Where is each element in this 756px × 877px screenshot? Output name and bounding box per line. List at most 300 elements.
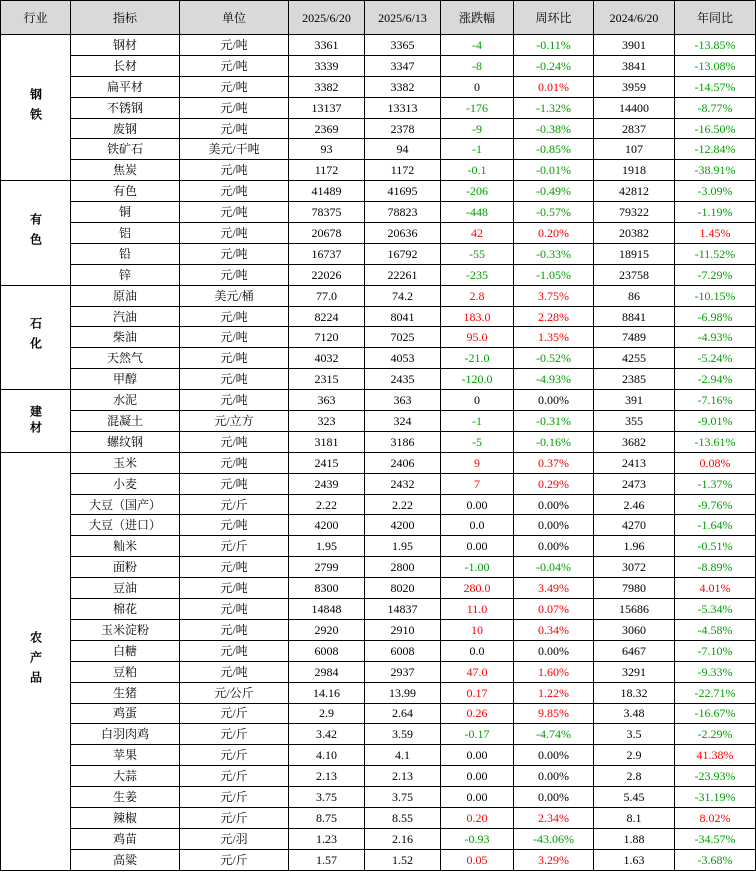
indicator-cell: 籼米	[71, 536, 180, 557]
week-over-week-cell: 0.07%	[514, 599, 594, 620]
change-cell: 0.00	[441, 536, 514, 557]
last-year-value-cell: 355	[594, 411, 675, 432]
previous-value-cell: 20636	[365, 223, 441, 244]
indicator-cell: 高粱	[71, 849, 180, 870]
last-year-value-cell: 20382	[594, 223, 675, 244]
change-cell: 42	[441, 223, 514, 244]
year-over-year-cell: -3.68%	[675, 849, 756, 870]
indicator-cell: 水泥	[71, 390, 180, 411]
previous-value-cell: 3347	[365, 55, 441, 76]
industry-label: 石化	[28, 317, 43, 358]
last-year-value-cell: 23758	[594, 264, 675, 285]
previous-value-cell: 6008	[365, 640, 441, 661]
week-over-week-cell: 2.34%	[514, 807, 594, 828]
week-over-week-cell: 0.29%	[514, 473, 594, 494]
week-over-week-cell: 2.28%	[514, 306, 594, 327]
last-year-value-cell: 2837	[594, 118, 675, 139]
table-row	[1, 348, 756, 369]
week-over-week-cell: -43.06%	[514, 828, 594, 849]
change-cell: -5	[441, 431, 514, 452]
indicator-cell: 玉米淀粉	[71, 619, 180, 640]
unit-cell: 元/吨	[180, 243, 289, 264]
indicator-cell: 混凝土	[71, 411, 180, 432]
indicator-cell: 甲醇	[71, 369, 180, 390]
change-cell: -9	[441, 118, 514, 139]
year-over-year-cell: -7.10%	[675, 640, 756, 661]
current-value-cell: 2920	[289, 619, 365, 640]
last-year-value-cell: 3060	[594, 619, 675, 640]
year-over-year-cell: -2.29%	[675, 724, 756, 745]
week-over-week-cell: 9.85%	[514, 703, 594, 724]
table-row	[1, 181, 756, 202]
header-year-over-year: 年同比	[675, 1, 756, 35]
table-row	[1, 828, 756, 849]
unit-cell: 元/吨	[180, 348, 289, 369]
table-row	[1, 703, 756, 724]
table-row	[1, 849, 756, 870]
current-value-cell: 3361	[289, 35, 365, 56]
indicator-cell: 豆油	[71, 578, 180, 599]
current-value-cell: 78375	[289, 202, 365, 223]
current-value-cell: 363	[289, 390, 365, 411]
week-over-week-cell: -0.52%	[514, 348, 594, 369]
previous-value-cell: 2937	[365, 661, 441, 682]
week-over-week-cell: -0.04%	[514, 557, 594, 578]
year-over-year-cell: -10.15%	[675, 285, 756, 306]
year-over-year-cell: -9.76%	[675, 494, 756, 515]
industry-cell	[1, 390, 71, 453]
unit-cell: 元/吨	[180, 306, 289, 327]
last-year-value-cell: 2413	[594, 452, 675, 473]
current-value-cell: 323	[289, 411, 365, 432]
last-year-value-cell: 7489	[594, 327, 675, 348]
current-value-cell: 2799	[289, 557, 365, 578]
table-row	[1, 369, 756, 390]
indicator-cell: 辣椒	[71, 807, 180, 828]
indicator-cell: 有色	[71, 181, 180, 202]
last-year-value-cell: 2385	[594, 369, 675, 390]
indicator-cell: 焦炭	[71, 160, 180, 181]
week-over-week-cell: 1.22%	[514, 682, 594, 703]
year-over-year-cell: -14.57%	[675, 76, 756, 97]
indicator-cell: 大豆（进口）	[71, 515, 180, 536]
indicator-cell: 玉米	[71, 452, 180, 473]
week-over-week-cell: -0.38%	[514, 118, 594, 139]
table-row	[1, 76, 756, 97]
year-over-year-cell: -13.85%	[675, 35, 756, 56]
current-value-cell: 3382	[289, 76, 365, 97]
unit-cell: 元/斤	[180, 849, 289, 870]
change-cell: -55	[441, 243, 514, 264]
table-row	[1, 411, 756, 432]
week-over-week-cell: 3.75%	[514, 285, 594, 306]
header-row	[1, 1, 756, 35]
current-value-cell: 4.10	[289, 745, 365, 766]
indicator-cell: 不锈钢	[71, 97, 180, 118]
change-cell: -176	[441, 97, 514, 118]
change-cell: -0.17	[441, 724, 514, 745]
table-row	[1, 264, 756, 285]
indicator-cell: 鸡苗	[71, 828, 180, 849]
last-year-value-cell: 86	[594, 285, 675, 306]
year-over-year-cell: -4.58%	[675, 619, 756, 640]
last-year-value-cell: 1.96	[594, 536, 675, 557]
table-row	[1, 494, 756, 515]
year-over-year-cell: -22.71%	[675, 682, 756, 703]
indicator-cell: 小麦	[71, 473, 180, 494]
change-cell: 280.0	[441, 578, 514, 599]
table-body	[1, 35, 756, 871]
week-over-week-cell: -4.93%	[514, 369, 594, 390]
industry-label: 有色	[28, 212, 43, 253]
change-cell: -4	[441, 35, 514, 56]
change-cell: 0	[441, 390, 514, 411]
header-previous-date: 2025/6/13	[365, 1, 441, 35]
table-row	[1, 327, 756, 348]
last-year-value-cell: 4270	[594, 515, 675, 536]
unit-cell: 元/吨	[180, 640, 289, 661]
last-year-value-cell: 3901	[594, 35, 675, 56]
unit-cell: 元/吨	[180, 599, 289, 620]
industry-cell	[1, 452, 71, 870]
week-over-week-cell: -0.85%	[514, 139, 594, 160]
unit-cell: 元/斤	[180, 724, 289, 745]
current-value-cell: 1.23	[289, 828, 365, 849]
last-year-value-cell: 2473	[594, 473, 675, 494]
week-over-week-cell: 1.35%	[514, 327, 594, 348]
current-value-cell: 14848	[289, 599, 365, 620]
change-cell: -1.00	[441, 557, 514, 578]
week-over-week-cell: 0.20%	[514, 223, 594, 244]
previous-value-cell: 3.75	[365, 787, 441, 808]
current-value-cell: 8300	[289, 578, 365, 599]
year-over-year-cell: -38.91%	[675, 160, 756, 181]
unit-cell: 元/吨	[180, 327, 289, 348]
previous-value-cell: 2.16	[365, 828, 441, 849]
change-cell: -21.0	[441, 348, 514, 369]
unit-cell: 元/吨	[180, 661, 289, 682]
week-over-week-cell: 1.60%	[514, 661, 594, 682]
previous-value-cell: 1.52	[365, 849, 441, 870]
current-value-cell: 2315	[289, 369, 365, 390]
previous-value-cell: 2910	[365, 619, 441, 640]
indicator-cell: 豆粕	[71, 661, 180, 682]
table-row	[1, 682, 756, 703]
unit-cell: 元/吨	[180, 452, 289, 473]
industry-label: 建材	[28, 404, 43, 437]
table-row	[1, 97, 756, 118]
unit-cell: 元/吨	[180, 97, 289, 118]
header-current-date: 2025/6/20	[289, 1, 365, 35]
week-over-week-cell: -0.11%	[514, 35, 594, 56]
week-over-week-cell: -0.24%	[514, 55, 594, 76]
last-year-value-cell: 4255	[594, 348, 675, 369]
previous-value-cell: 94	[365, 139, 441, 160]
indicator-cell: 原油	[71, 285, 180, 306]
unit-cell: 元/斤	[180, 536, 289, 557]
change-cell: 47.0	[441, 661, 514, 682]
change-cell: 0.00	[441, 745, 514, 766]
indicator-cell: 铁矿石	[71, 139, 180, 160]
last-year-value-cell: 3.5	[594, 724, 675, 745]
last-year-value-cell: 3072	[594, 557, 675, 578]
industry-label: 农产品	[28, 631, 43, 692]
week-over-week-cell: 0.00%	[514, 390, 594, 411]
indicator-cell: 铅	[71, 243, 180, 264]
change-cell: 0.26	[441, 703, 514, 724]
change-cell: -0.93	[441, 828, 514, 849]
week-over-week-cell: -1.05%	[514, 264, 594, 285]
previous-value-cell: 2800	[365, 557, 441, 578]
unit-cell: 元/吨	[180, 431, 289, 452]
table-row	[1, 536, 756, 557]
table-row	[1, 724, 756, 745]
previous-value-cell: 2435	[365, 369, 441, 390]
indicator-cell: 铜	[71, 202, 180, 223]
week-over-week-cell: -1.32%	[514, 97, 594, 118]
table-row	[1, 285, 756, 306]
year-over-year-cell: 4.01%	[675, 578, 756, 599]
table-row	[1, 557, 756, 578]
unit-cell: 元/公斤	[180, 682, 289, 703]
indicator-cell: 汽油	[71, 306, 180, 327]
previous-value-cell: 2.13	[365, 766, 441, 787]
unit-cell: 元/吨	[180, 223, 289, 244]
week-over-week-cell: 0.01%	[514, 76, 594, 97]
change-cell: 11.0	[441, 599, 514, 620]
current-value-cell: 4032	[289, 348, 365, 369]
change-cell: 183.0	[441, 306, 514, 327]
previous-value-cell: 2378	[365, 118, 441, 139]
previous-value-cell: 4053	[365, 348, 441, 369]
last-year-value-cell: 3682	[594, 431, 675, 452]
current-value-cell: 14.16	[289, 682, 365, 703]
last-year-value-cell: 1.63	[594, 849, 675, 870]
header-unit: 单位	[180, 1, 289, 35]
table-row	[1, 55, 756, 76]
indicator-cell: 铝	[71, 223, 180, 244]
industry-cell	[1, 181, 71, 285]
indicator-cell: 螺纹钢	[71, 431, 180, 452]
current-value-cell: 4200	[289, 515, 365, 536]
indicator-cell: 面粉	[71, 557, 180, 578]
indicator-cell: 生猪	[71, 682, 180, 703]
current-value-cell: 2439	[289, 473, 365, 494]
previous-value-cell: 2406	[365, 452, 441, 473]
change-cell: 2.8	[441, 285, 514, 306]
indicator-cell: 大蒜	[71, 766, 180, 787]
year-over-year-cell: -2.94%	[675, 369, 756, 390]
unit-cell: 元/斤	[180, 745, 289, 766]
table-row	[1, 139, 756, 160]
previous-value-cell: 2432	[365, 473, 441, 494]
change-cell: 0.00	[441, 766, 514, 787]
previous-value-cell: 1.95	[365, 536, 441, 557]
table-row	[1, 787, 756, 808]
current-value-cell: 2.9	[289, 703, 365, 724]
week-over-week-cell: -0.33%	[514, 243, 594, 264]
current-value-cell: 3.42	[289, 724, 365, 745]
year-over-year-cell: -7.16%	[675, 390, 756, 411]
year-over-year-cell: -0.51%	[675, 536, 756, 557]
unit-cell: 元/吨	[180, 118, 289, 139]
indicator-cell: 大豆（国产）	[71, 494, 180, 515]
current-value-cell: 8.75	[289, 807, 365, 828]
year-over-year-cell: -5.24%	[675, 348, 756, 369]
year-over-year-cell: -16.67%	[675, 703, 756, 724]
week-over-week-cell: 0.00%	[514, 640, 594, 661]
unit-cell: 元/吨	[180, 619, 289, 640]
year-over-year-cell: 41.38%	[675, 745, 756, 766]
indicator-cell: 废钢	[71, 118, 180, 139]
current-value-cell: 3339	[289, 55, 365, 76]
previous-value-cell: 363	[365, 390, 441, 411]
unit-cell: 元/吨	[180, 76, 289, 97]
unit-cell: 元/斤	[180, 807, 289, 828]
unit-cell: 元/立方	[180, 411, 289, 432]
previous-value-cell: 4200	[365, 515, 441, 536]
week-over-week-cell: 0.34%	[514, 619, 594, 640]
table-row	[1, 473, 756, 494]
unit-cell: 元/吨	[180, 35, 289, 56]
previous-value-cell: 14837	[365, 599, 441, 620]
current-value-cell: 1172	[289, 160, 365, 181]
year-over-year-cell: -12.84%	[675, 139, 756, 160]
change-cell: 0.00	[441, 494, 514, 515]
indicator-cell: 柴油	[71, 327, 180, 348]
year-over-year-cell: -9.01%	[675, 411, 756, 432]
table-row	[1, 766, 756, 787]
indicator-cell: 棉花	[71, 599, 180, 620]
change-cell: 7	[441, 473, 514, 494]
last-year-value-cell: 14400	[594, 97, 675, 118]
unit-cell: 元/吨	[180, 55, 289, 76]
previous-value-cell: 3186	[365, 431, 441, 452]
unit-cell: 元/吨	[180, 578, 289, 599]
last-year-value-cell: 42812	[594, 181, 675, 202]
year-over-year-cell: -8.89%	[675, 557, 756, 578]
table-row	[1, 202, 756, 223]
unit-cell: 元/吨	[180, 473, 289, 494]
unit-cell: 美元/干吨	[180, 139, 289, 160]
table-row	[1, 578, 756, 599]
last-year-value-cell: 3.48	[594, 703, 675, 724]
current-value-cell: 20678	[289, 223, 365, 244]
table-row	[1, 390, 756, 411]
change-cell: -0.1	[441, 160, 514, 181]
last-year-value-cell: 15686	[594, 599, 675, 620]
current-value-cell: 2369	[289, 118, 365, 139]
current-value-cell: 2.22	[289, 494, 365, 515]
change-cell: 0.00	[441, 787, 514, 808]
change-cell: 0.0	[441, 640, 514, 661]
table-row	[1, 452, 756, 473]
last-year-value-cell: 3841	[594, 55, 675, 76]
unit-cell: 元/吨	[180, 515, 289, 536]
week-over-week-cell: -4.74%	[514, 724, 594, 745]
unit-cell: 元/吨	[180, 369, 289, 390]
week-over-week-cell: 3.49%	[514, 578, 594, 599]
change-cell: -1	[441, 411, 514, 432]
week-over-week-cell: 0.00%	[514, 787, 594, 808]
change-cell: -235	[441, 264, 514, 285]
last-year-value-cell: 2.46	[594, 494, 675, 515]
unit-cell: 元/吨	[180, 557, 289, 578]
header-industry: 行业	[1, 1, 71, 35]
previous-value-cell: 7025	[365, 327, 441, 348]
header-indicator: 指标	[71, 1, 180, 35]
unit-cell: 元/吨	[180, 202, 289, 223]
year-over-year-cell: -34.57%	[675, 828, 756, 849]
indicator-cell: 扁平材	[71, 76, 180, 97]
industry-label: 钢铁	[28, 87, 43, 128]
header-week-over-week: 周环比	[514, 1, 594, 35]
table-row	[1, 640, 756, 661]
previous-value-cell: 4.1	[365, 745, 441, 766]
previous-value-cell: 324	[365, 411, 441, 432]
unit-cell: 元/斤	[180, 703, 289, 724]
current-value-cell: 7120	[289, 327, 365, 348]
unit-cell: 元/吨	[180, 181, 289, 202]
change-cell: 10	[441, 619, 514, 640]
last-year-value-cell: 3959	[594, 76, 675, 97]
last-year-value-cell: 107	[594, 139, 675, 160]
indicator-cell: 鸡蛋	[71, 703, 180, 724]
change-cell: 0.17	[441, 682, 514, 703]
previous-value-cell: 78823	[365, 202, 441, 223]
current-value-cell: 1.57	[289, 849, 365, 870]
table-row	[1, 515, 756, 536]
previous-value-cell: 16792	[365, 243, 441, 264]
change-cell: -120.0	[441, 369, 514, 390]
year-over-year-cell: -13.61%	[675, 431, 756, 452]
last-year-value-cell: 391	[594, 390, 675, 411]
current-value-cell: 41489	[289, 181, 365, 202]
header-last-year-date: 2024/6/20	[594, 1, 675, 35]
table-row	[1, 619, 756, 640]
unit-cell: 元/斤	[180, 787, 289, 808]
year-over-year-cell: 8.02%	[675, 807, 756, 828]
last-year-value-cell: 5.45	[594, 787, 675, 808]
indicator-cell: 生姜	[71, 787, 180, 808]
current-value-cell: 2.13	[289, 766, 365, 787]
week-over-week-cell: 0.37%	[514, 452, 594, 473]
year-over-year-cell: -23.93%	[675, 766, 756, 787]
week-over-week-cell: 0.00%	[514, 536, 594, 557]
indicator-cell: 苹果	[71, 745, 180, 766]
year-over-year-cell: -1.64%	[675, 515, 756, 536]
year-over-year-cell: -11.52%	[675, 243, 756, 264]
table-row	[1, 118, 756, 139]
header-change: 涨跌幅	[441, 1, 514, 35]
table-row	[1, 35, 756, 56]
week-over-week-cell: 0.00%	[514, 766, 594, 787]
table-row	[1, 599, 756, 620]
current-value-cell: 93	[289, 139, 365, 160]
current-value-cell: 8224	[289, 306, 365, 327]
year-over-year-cell: -16.50%	[675, 118, 756, 139]
change-cell: 0.20	[441, 807, 514, 828]
change-cell: 0.0	[441, 515, 514, 536]
current-value-cell: 6008	[289, 640, 365, 661]
last-year-value-cell: 8.1	[594, 807, 675, 828]
unit-cell: 元/斤	[180, 766, 289, 787]
previous-value-cell: 2.22	[365, 494, 441, 515]
table-row	[1, 661, 756, 682]
previous-value-cell: 3365	[365, 35, 441, 56]
current-value-cell: 22026	[289, 264, 365, 285]
change-cell: -8	[441, 55, 514, 76]
